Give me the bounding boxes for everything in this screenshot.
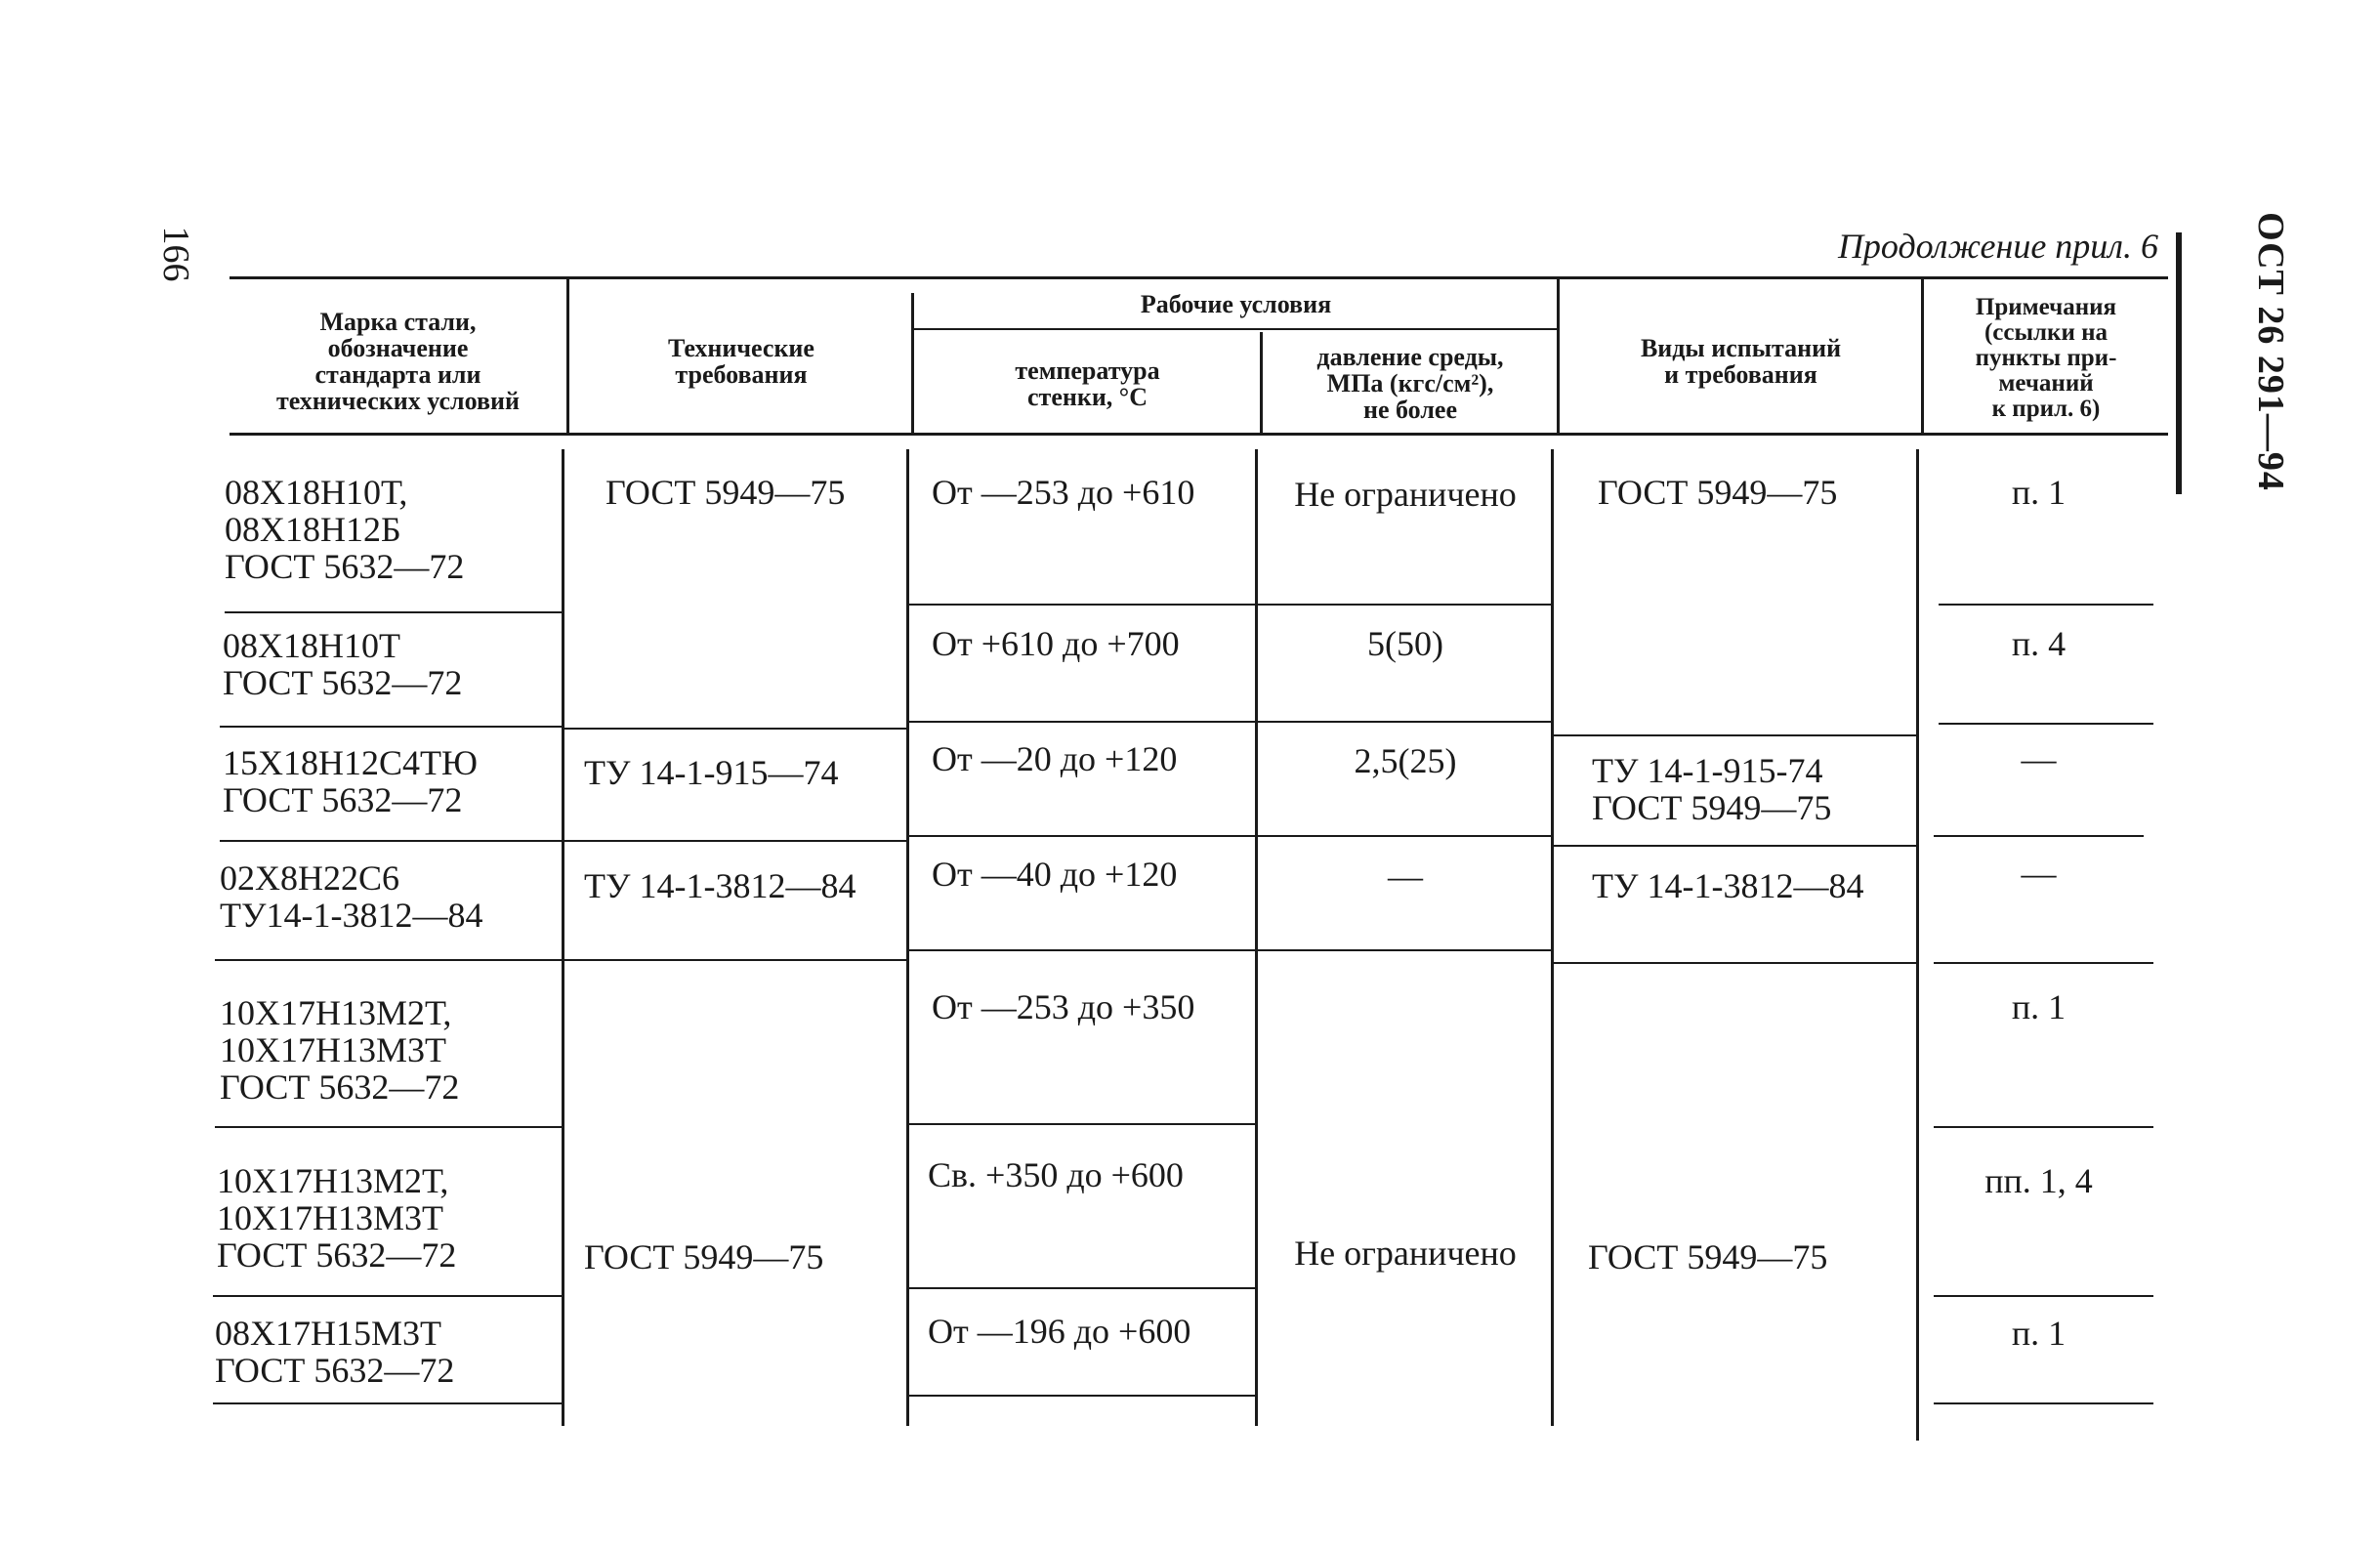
temperature-cell: От —253 до +350	[932, 987, 1195, 1026]
header-pressure: давление среды, МПа (кгс/см²), не более	[1316, 343, 1504, 424]
note-cell: п. 1	[2011, 987, 2067, 1026]
row-rule	[908, 1395, 1255, 1397]
row-rule	[908, 721, 1255, 723]
row-rule	[1934, 1295, 2153, 1297]
grade-cell: 08Х18Н10Т, 08Х18Н12Б ГОСТ 5632—72	[225, 473, 465, 586]
working-conditions-rule	[913, 328, 1558, 330]
temperature-cell: От —40 до +120	[932, 855, 1178, 894]
row-rule	[1939, 604, 2153, 606]
row-rule	[1257, 604, 1551, 606]
row-rule	[908, 1287, 1255, 1289]
header-divider	[1260, 332, 1263, 435]
row-rule	[908, 835, 1255, 837]
row-rule	[908, 604, 1255, 606]
grade-cell: 15Х18Н12С4ТЮ ГОСТ 5632—72	[223, 743, 478, 819]
row-rule	[1934, 962, 2153, 964]
pressure-cell: 2,5(25)	[1354, 741, 1457, 780]
grade-cell: 08Х17Н15М3Т ГОСТ 5632—72	[215, 1314, 455, 1390]
header-divider	[566, 276, 569, 435]
header-bottom-rule	[230, 433, 2168, 436]
tech-cell: ТУ 14-1-915—74	[584, 753, 839, 792]
table-top-rule	[230, 276, 2168, 279]
note-cell: —	[2021, 739, 2057, 778]
row-rule	[215, 1126, 562, 1128]
tech-cell: ТУ 14-1-3812—84	[584, 866, 856, 905]
row-rule	[908, 1123, 1255, 1125]
header-divider	[911, 293, 914, 435]
grade-cell: 10Х17Н13М2Т, 10Х17Н13М3Т ГОСТ 5632—72	[220, 993, 460, 1107]
body-divider	[906, 449, 909, 1426]
tech-cell: ГОСТ 5949—75	[584, 1237, 824, 1276]
row-rule	[564, 840, 906, 842]
note-cell: п. 1	[2011, 473, 2067, 512]
row-rule	[1939, 723, 2153, 725]
row-rule	[1934, 1402, 2153, 1404]
page-number: 166	[155, 226, 196, 282]
header-working-conditions: Рабочие условия	[1140, 289, 1332, 318]
row-rule	[1257, 721, 1551, 723]
note-cell: п. 1	[2011, 1314, 2067, 1353]
temperature-cell: От —20 до +120	[932, 739, 1178, 778]
tests-cell: ТУ 14-1-3812—84	[1592, 866, 1864, 905]
temperature-cell: От —253 до +610	[932, 473, 1195, 512]
header-wall-temperature: температура стенки, °С	[1015, 356, 1160, 411]
note-cell: пп. 1, 4	[1984, 1161, 2093, 1200]
tests-cell: ТУ 14-1-915-74 ГОСТ 5949—75	[1592, 751, 1832, 827]
row-rule	[564, 959, 906, 961]
tests-cell: ГОСТ 5949—75	[1588, 1237, 1828, 1276]
continuation-caption: Продолжение прил. 6	[1837, 227, 2158, 266]
header-steel-grade: Марка стали, обозначение стандарта или технических условий	[276, 308, 520, 415]
grade-cell: 02Х8Н22С6 ТУ14-1-3812—84	[220, 858, 483, 935]
row-rule	[213, 1295, 562, 1297]
row-rule	[1553, 845, 1916, 847]
document-code: ОСТ 26 291—94	[2250, 212, 2291, 491]
grade-cell: 08Х18Н10Т ГОСТ 5632—72	[223, 626, 463, 702]
body-divider	[1551, 449, 1554, 1426]
row-rule	[1257, 835, 1551, 837]
row-rule	[220, 840, 562, 842]
pressure-cell: 5(50)	[1367, 624, 1443, 663]
temperature-cell: Св. +350 до +600	[928, 1155, 1184, 1194]
row-rule	[1257, 949, 1551, 951]
temperature-cell: От —196 до +600	[928, 1312, 1191, 1351]
note-cell: п. 4	[2011, 624, 2067, 663]
row-rule	[213, 1402, 562, 1404]
grade-cell: 10Х17Н13М2Т, 10Х17Н13М3Т ГОСТ 5632—72	[217, 1161, 457, 1275]
document-code-rule	[2176, 232, 2182, 494]
tech-cell: ГОСТ 5949—75	[605, 473, 846, 512]
pressure-cell: —	[1388, 857, 1423, 896]
header-notes: Примечания (ссылки на пункты при- мечаний к прил. 6)	[1975, 294, 2117, 422]
row-rule	[908, 949, 1255, 951]
row-rule	[220, 726, 562, 728]
pressure-cell: Не ограничено	[1294, 475, 1517, 514]
body-divider	[562, 449, 564, 1426]
body-divider	[1916, 449, 1919, 1441]
temperature-cell: От +610 до +700	[932, 624, 1180, 663]
pressure-cell: Не ограничено	[1294, 1234, 1517, 1273]
header-divider	[1557, 276, 1560, 435]
header-tech-requirements: Технические требования	[668, 334, 814, 389]
row-rule	[225, 611, 562, 613]
header-test-types: Виды испытаний и требования	[1640, 334, 1842, 389]
row-rule	[1934, 1126, 2153, 1128]
row-rule	[564, 728, 906, 730]
row-rule	[1553, 962, 1916, 964]
note-cell: —	[2021, 854, 2057, 893]
row-rule	[215, 959, 562, 961]
tests-cell: ГОСТ 5949—75	[1598, 473, 1838, 512]
row-rule	[1553, 734, 1916, 736]
body-divider	[1255, 449, 1258, 1426]
row-rule	[1934, 835, 2144, 837]
